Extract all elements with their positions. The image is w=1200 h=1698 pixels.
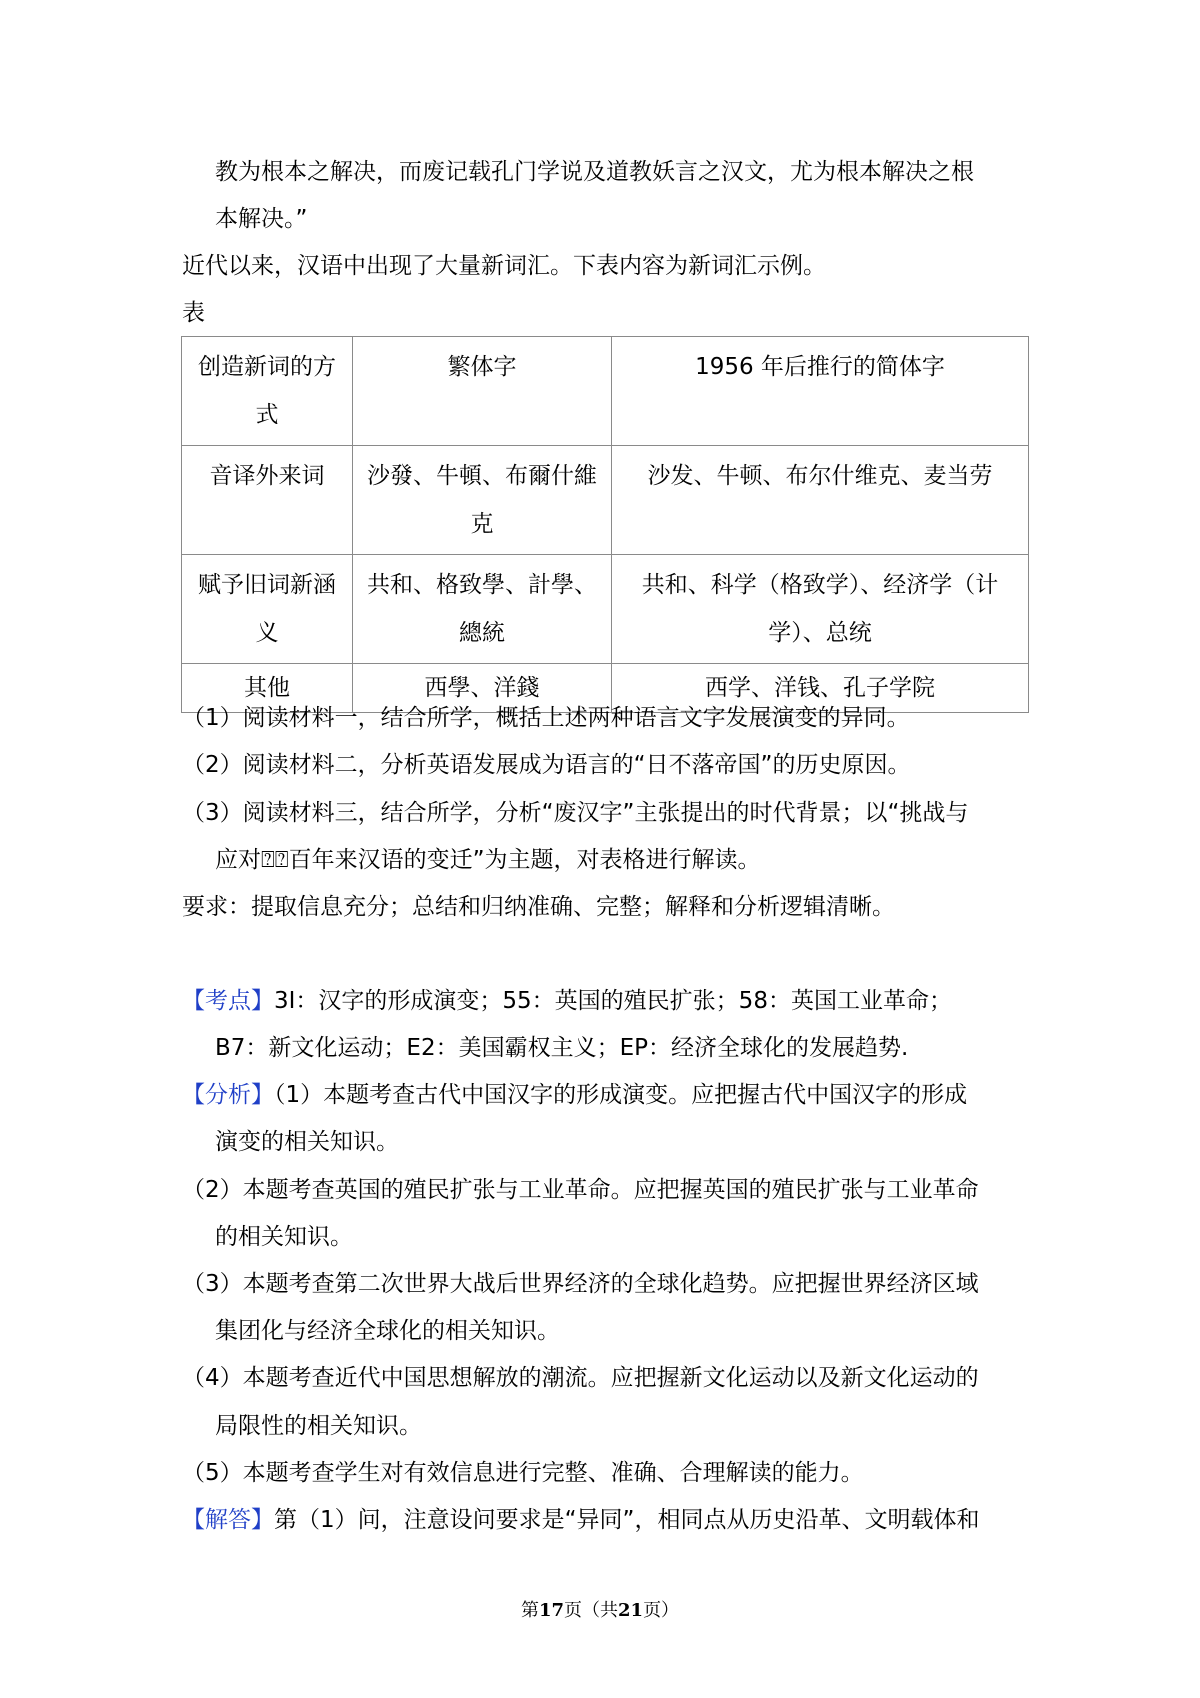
fenxi-p3-line-2: 集团化与经济全球化的相关知识。: [215, 1318, 560, 1344]
table-cell: 其他: [182, 664, 353, 713]
table-row: [182, 555, 1029, 664]
jieda-tag: 【解答】: [182, 1507, 274, 1533]
question-3-line-1: （3）阅读材料三，结合所学，分析“废汉字”主张提出的时代背景；以“挑战与: [182, 800, 969, 826]
fenxi-line-1: [182, 1079, 967, 1111]
fenxi-p2-line-1: （2）本题考查英国的殖民扩张与工业革命。应把握英国的殖民扩张与工业革命: [182, 1177, 979, 1203]
table-header-cell: 繁体字: [353, 337, 612, 446]
fenxi-p4-line-2: 局限性的相关知识。: [215, 1413, 422, 1439]
footer-total-pages: 21: [618, 1600, 644, 1621]
fenxi-p2-line-2: 的相关知识。: [215, 1224, 353, 1250]
intro-line-2: 本解决。”: [215, 206, 308, 232]
fenxi-p5: （5）本题考查学生对有效信息进行完整、准确、合理解读的能力。: [182, 1460, 864, 1486]
table-cell: 西学、洋钱、孔子学院: [612, 664, 1029, 713]
jieda-line-1: [182, 1504, 979, 1536]
fenxi-p1-line-2: 演变的相关知识。: [215, 1129, 399, 1155]
new-words-table: [181, 336, 1029, 713]
table-cell: 赋予旧词新涵义: [182, 555, 353, 664]
table-cell: 共和、科学（格致学）、经济学（计学）、总统: [612, 555, 1029, 664]
table-cell: 共和、格致學、計學、總統: [353, 555, 612, 664]
page-footer: [0, 1596, 1200, 1622]
question-2: （2）阅读材料二，分析英语发展成为语言的“日不落帝国”的历史原因。: [182, 752, 911, 778]
question-1: （1）阅读材料一，结合所学，概括上述两种语言文字发展演变的异同。: [182, 705, 910, 731]
table-header-cell: 1956 年后推行的简体字: [612, 337, 1029, 446]
footer-pre: 第: [520, 1600, 539, 1621]
jieda-text: 第（1）问，注意设问要求是“异同”，相同点从历史沿革、文明载体和: [274, 1507, 980, 1533]
table-row: [182, 446, 1029, 555]
intro-line-3: 近代以来，汉语中出现了大量新词汇。下表内容为新词汇示例。: [182, 253, 826, 279]
table-label: 表: [182, 300, 205, 326]
table-cell: 沙发、牛顿、布尔什维克、麦当劳: [612, 446, 1029, 555]
footer-page-number: 17: [538, 1600, 564, 1621]
fenxi-text: （1）本题考查古代中国汉字的形成演变。应把握古代中国汉字的形成: [274, 1082, 968, 1108]
kaodian-text: 3I：汉字的形成演变；55：英国的殖民扩张；58：英国工业革命；: [274, 988, 952, 1014]
fenxi-tag: 【分析】: [182, 1082, 274, 1108]
requirements: 要求：提取信息充分；总结和归纳准确、完整；解释和分析逻辑清晰。: [182, 894, 895, 920]
fenxi-p4-line-1: （4）本题考查近代中国思想解放的潮流。应把握新文化运动以及新文化运动的: [182, 1365, 979, 1391]
kaodian-tag: 【考点】: [182, 988, 274, 1014]
table-cell: 沙發、牛頓、布爾什維克: [353, 446, 612, 555]
kaodian-line-2: B7：新文化运动；E2：美国霸权主义；EP：经济全球化的发展趋势.: [215, 1035, 909, 1061]
table-header-row: [182, 337, 1029, 446]
table-cell: 西學、洋錢: [353, 664, 612, 713]
question-3-line-2: 应对⍰⍰百年来汉语的变迁”为主题，对表格进行解读。: [215, 847, 761, 873]
table-header-cell: 创造新词的方式: [182, 337, 353, 446]
fenxi-p3-line-1: （3）本题考查第二次世界大战后世界经济的全球化趋势。应把握世界经济区域: [182, 1271, 979, 1297]
intro-line-1: 教为根本之解决，而废记载孔门学说及道教妖言之汉文，尤为根本解决之根: [215, 159, 974, 185]
footer-post: 页）: [643, 1600, 680, 1621]
kaodian-line-1: [182, 985, 952, 1017]
table-cell: 音译外来词: [182, 446, 353, 555]
footer-mid: 页（共: [564, 1600, 618, 1621]
